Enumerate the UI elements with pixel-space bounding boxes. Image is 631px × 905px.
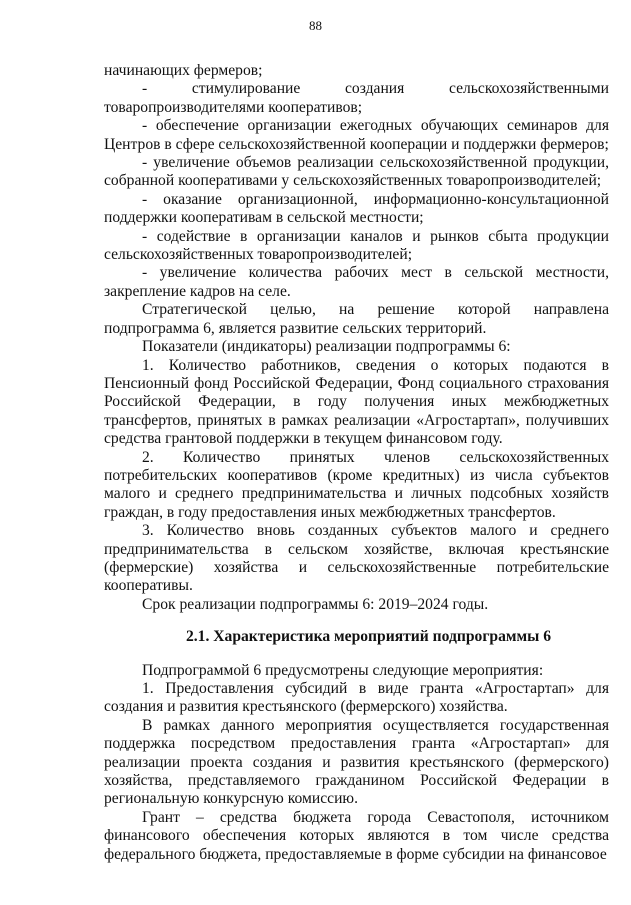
paragraph: 3. Количество вновь созданных субъектов малого и среднего предпринимательства в сельском хозяйстве, включая крестьянские (фермерские) хозяйства и сельскохозяйственные потребительские кооперативы. bbox=[104, 522, 609, 595]
paragraph: - обеспечение организации ежегодных обучающих семинаров для Центров в сфере сельскохозяйственной кооперации и поддержки фермеров; bbox=[104, 117, 609, 153]
paragraph: В рамках данного мероприятия осуществляется государственная поддержка посредством предоставления гранта «Агростартап» для реализации проекта создания и развития крестьянского (фермерского) хозяйства, представляемого гражданином Российской Федерации в региональную конкурсную комиссию. bbox=[104, 716, 609, 808]
paragraph: Стратегической целью, на решение которой направлена подпрограмма 6, является развитие сельских территорий. bbox=[104, 301, 609, 337]
paragraphs-after bbox=[104, 662, 609, 864]
paragraph: - увеличение количества рабочих мест в сельской местности, закрепление кадров на селе. bbox=[104, 264, 609, 300]
paragraph: - увеличение объемов реализации сельскохозяйственной продукции, собранной кооперативами у сельскохозяйственных товаропроизводителей; bbox=[104, 154, 609, 190]
paragraph: Срок реализации подпрограммы 6: 2019–2024 годы. bbox=[142, 595, 489, 613]
paragraph: - содействие в организации каналов и рынков сбыта продукции сельскохозяйственных товаропроизводителей; bbox=[104, 227, 609, 264]
paragraph: - стимулирование создания сельскохозяйственными товаропроизводителями кооперативов; bbox=[104, 80, 609, 116]
paragraph: 1. Предоставления субсидий в виде гранта «Агростартап» для создания и развития крестьянского (фермерского) хозяйства. bbox=[104, 680, 609, 716]
paragraph: Грант – средства бюджета города Севастополя, источником финансового обеспечения которых являются в том числе средства федерального бюджета, предоставляемые в форме субсидии на финансовое bbox=[104, 808, 609, 863]
paragraph: начинающих фермеров; bbox=[104, 62, 263, 79]
document-body bbox=[104, 62, 609, 864]
paragraphs-before bbox=[104, 62, 609, 614]
paragraph: 2. Количество принятых членов сельскохозяйственных потребительских кооперативов (кроме кредитных) из числа субъектов малого и среднего предпринимательства и личных подсобных хозяйств граждан, в году предоставления иных межбюджетных трансфертов. bbox=[104, 448, 609, 521]
page-number: 88 bbox=[309, 18, 322, 33]
paragraph: Показатели (индикаторы) реализации подпрограммы 6: bbox=[142, 338, 511, 356]
section-heading: 2.1. Характеристика мероприятий подпрограммы 6 bbox=[185, 628, 551, 646]
paragraph: - оказание организационной, информационно-консультационной поддержки кооперативам в сельской местности; bbox=[104, 190, 609, 227]
paragraph: 1. Количество работников, сведения о которых подаются в Пенсионный фонд Российской Федерации, Фонд социального страхования Российской Федерации, в году получения иных межбюджетных трансфертов, принятых в рамках реализации «Агростартап», получивших средства грантовой поддержки в текущем финансовом году. bbox=[104, 356, 609, 448]
paragraph: Подпрограммой 6 предусмотрены следующие мероприятия: bbox=[142, 661, 544, 679]
